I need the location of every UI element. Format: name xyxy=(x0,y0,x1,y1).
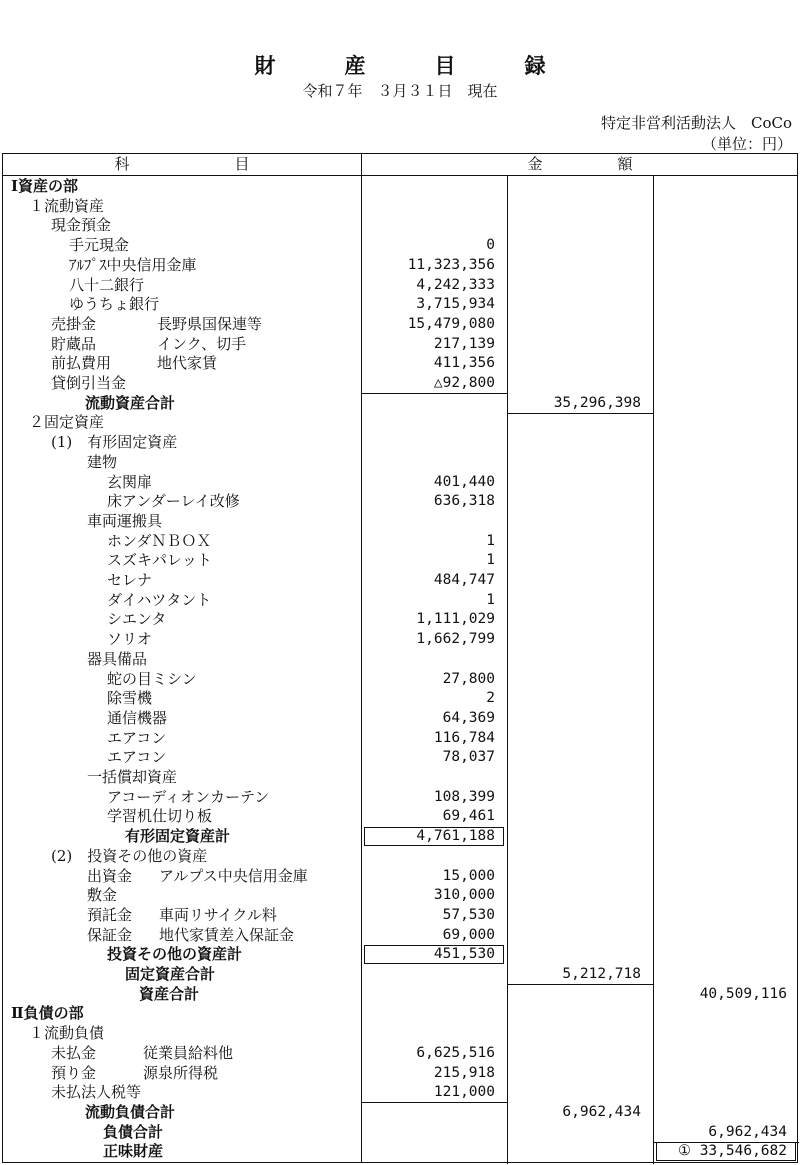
row-detail: インク、切手 xyxy=(157,334,247,353)
table-row xyxy=(3,866,799,886)
row-label: 未払金 xyxy=(51,1043,97,1062)
row-label: 敷金 xyxy=(87,886,118,905)
table-row xyxy=(3,393,799,413)
row-label: 資産合計 xyxy=(139,984,200,1003)
row-label: ゆうちょ銀行 xyxy=(69,295,160,314)
table-row xyxy=(3,669,799,689)
table-row xyxy=(3,728,799,748)
row-label: 保証金 xyxy=(87,925,133,944)
row-label: 未払法人税等 xyxy=(51,1083,142,1102)
row-detail: 地代家賃 xyxy=(157,354,218,373)
table-row xyxy=(3,964,799,984)
row-label: 流動負債合計 xyxy=(85,1102,176,1121)
row-label: (1) 有形固定資産 xyxy=(51,433,178,452)
amount-col1: 0 xyxy=(486,237,495,254)
amount-col3: 40,509,116 xyxy=(699,985,787,1002)
organization-name: 特定非営利活動法人 CoCo xyxy=(600,114,792,132)
row-label: 除雪機 xyxy=(107,689,153,708)
row-label: セレナ xyxy=(107,571,153,589)
table-row xyxy=(3,176,799,196)
amount-col2: 5,212,718 xyxy=(562,966,641,982)
table-row xyxy=(3,196,799,216)
row-label: １流動負債 xyxy=(29,1024,105,1043)
table-row xyxy=(3,1141,799,1161)
table-row xyxy=(3,609,799,629)
amount-col1: 27,800 xyxy=(442,670,495,687)
row-label: 前払費用 xyxy=(51,354,112,373)
table-row xyxy=(3,806,799,826)
row-label: スズキパレット xyxy=(107,551,212,570)
row-label: 現金預金 xyxy=(51,216,112,235)
row-label: (2) 投資その他の資産 xyxy=(51,846,208,865)
amount-col1: 1 xyxy=(486,552,495,569)
amount-col3: ① 33,546,682 xyxy=(677,1143,787,1160)
unit-label: （単位：円） xyxy=(701,135,792,153)
amount-col1: 1 xyxy=(486,532,495,549)
amount-col1: 484,747 xyxy=(433,572,495,588)
amount-col1: 116,784 xyxy=(433,729,495,746)
row-label: 売掛金 xyxy=(51,314,97,333)
table-row xyxy=(3,511,799,531)
as-of-date: 令和７年 ３月３１日 現在 xyxy=(302,82,498,100)
amount-col1: 69,000 xyxy=(442,926,495,943)
row-label: 預り金 xyxy=(51,1063,97,1082)
amount-col2: 35,296,398 xyxy=(553,394,641,411)
table-row xyxy=(3,1122,799,1142)
subject-column-header: 科 目 xyxy=(114,155,250,173)
row-label: 一括償却資産 xyxy=(87,768,178,786)
table-row xyxy=(3,905,799,925)
table-row xyxy=(3,1063,799,1083)
row-detail: 地代家賃差入保証金 xyxy=(159,925,295,944)
amount-column-header: 金 額 xyxy=(527,155,633,173)
table-row xyxy=(3,353,799,373)
table-row xyxy=(3,452,799,472)
amount-col1: 57,530 xyxy=(442,906,495,923)
property-inventory-table xyxy=(2,153,798,1163)
row-detail: アルプス中央信用金庫 xyxy=(159,866,308,885)
amount-col1: △92,800 xyxy=(433,375,495,391)
row-label: 預託金 xyxy=(87,905,133,924)
row-label: 車両運搬具 xyxy=(87,511,163,530)
row-label: ホンダＮＢＯＸ xyxy=(107,531,212,550)
row-label: 玄関扉 xyxy=(107,472,153,491)
row-detail: 源泉所得税 xyxy=(143,1063,219,1082)
amount-col1: 15,479,080 xyxy=(407,315,495,332)
row-label: 正味財産 xyxy=(103,1142,164,1161)
document-title: 財 産 目 録 xyxy=(254,53,570,78)
row-label: 出資金 xyxy=(87,866,133,885)
row-label: 流動資産合計 xyxy=(85,393,176,412)
amount-col1: 3,715,934 xyxy=(416,296,495,313)
row-detail: 長野県国保連等 xyxy=(157,314,263,333)
row-label: エアコン xyxy=(107,748,167,767)
table-row xyxy=(3,708,799,728)
table-row xyxy=(3,412,799,432)
amount-col1: 411,356 xyxy=(433,355,495,372)
amount-col1: 4,761,188 xyxy=(416,828,495,845)
amount-col1: 215,918 xyxy=(433,1064,495,1081)
table-row xyxy=(3,294,799,314)
total-box xyxy=(364,945,504,964)
table-row xyxy=(3,944,799,964)
amount-col1: 1,111,029 xyxy=(416,611,495,628)
table-row xyxy=(3,629,799,649)
table-row xyxy=(3,531,799,551)
row-label: エアコン xyxy=(107,728,167,747)
amount-col1: 108,399 xyxy=(433,788,495,805)
row-label: Ⅱ負債の部 xyxy=(11,1004,84,1023)
row-label: アコーディオンカーテン xyxy=(107,787,270,806)
amount-col1: 310,000 xyxy=(433,887,495,904)
row-label: 手元現金 xyxy=(69,236,130,255)
amount-col1: 1,662,799 xyxy=(416,631,495,648)
amount-col1: 451,530 xyxy=(433,946,495,963)
table-row xyxy=(3,1082,799,1102)
table-row xyxy=(3,688,799,708)
row-label: 貸倒引当金 xyxy=(51,374,127,392)
table-row xyxy=(3,235,799,255)
table-row xyxy=(3,472,799,492)
row-label: 投資その他の資産計 xyxy=(107,945,243,964)
table-row xyxy=(3,747,799,767)
table-row xyxy=(3,432,799,452)
amount-col1: 636,318 xyxy=(433,493,495,510)
amount-col1: 15,000 xyxy=(442,867,495,884)
table-row xyxy=(3,826,799,846)
table-row xyxy=(3,491,799,511)
row-label: ダイハツタント xyxy=(107,590,212,609)
row-label: シエンタ xyxy=(107,610,167,629)
amount-col1: 78,037 xyxy=(442,749,495,766)
row-label: ２固定資産 xyxy=(29,413,105,432)
table-row xyxy=(3,925,799,945)
table-row xyxy=(3,649,799,669)
table-row xyxy=(3,767,799,787)
total-box xyxy=(364,827,504,846)
row-label: ｱﾙﾌﾟｽ中央信用金庫 xyxy=(69,255,197,274)
amount-col1: 217,139 xyxy=(433,335,495,352)
total-box xyxy=(656,1142,796,1161)
table-row xyxy=(3,787,799,807)
table-row xyxy=(3,1023,799,1043)
amount-col3: 6,962,434 xyxy=(708,1123,787,1140)
table-row xyxy=(3,885,799,905)
row-label: 蛇の目ミシン xyxy=(107,669,197,688)
table-row xyxy=(3,1102,799,1122)
table-row xyxy=(3,984,799,1004)
table-row xyxy=(3,846,799,866)
table-row xyxy=(3,275,799,295)
amount-col1: 6,625,516 xyxy=(416,1044,495,1061)
row-label: 通信機器 xyxy=(107,708,168,727)
amount-col1: 121,000 xyxy=(433,1084,495,1101)
row-label: 床アンダーレイ改修 xyxy=(107,492,240,511)
row-label: 固定資産合計 xyxy=(125,965,216,983)
amount-col1: 64,369 xyxy=(442,709,495,726)
row-label: 学習机仕切り板 xyxy=(107,807,213,826)
row-label: 有形固定資産計 xyxy=(125,827,231,846)
row-label: １流動資産 xyxy=(29,196,105,215)
table-row xyxy=(3,1043,799,1063)
row-label: 器具備品 xyxy=(87,649,148,668)
table-row xyxy=(3,590,799,610)
row-label: 負債合計 xyxy=(103,1122,164,1141)
row-label: 建物 xyxy=(87,452,118,471)
table-row xyxy=(3,314,799,334)
table-row xyxy=(3,334,799,354)
row-label: ソリオ xyxy=(107,630,152,649)
row-detail: 車両リサイクル料 xyxy=(159,905,277,924)
table-row xyxy=(3,373,799,393)
row-label: Ⅰ資産の部 xyxy=(11,177,79,195)
table-row xyxy=(3,255,799,275)
table-row xyxy=(3,215,799,235)
amount-col2: 6,962,434 xyxy=(562,1103,641,1120)
table-row xyxy=(3,570,799,590)
row-label: 貯蔵品 xyxy=(51,334,97,353)
amount-col1: 4,242,333 xyxy=(416,276,495,293)
amount-col1: 1 xyxy=(486,591,495,608)
amount-col1: 401,440 xyxy=(433,473,495,490)
table-row xyxy=(3,1003,799,1023)
row-label: 八十二銀行 xyxy=(69,275,145,294)
amount-col1: 2 xyxy=(486,690,495,707)
row-detail: 従業員給料他 xyxy=(143,1043,234,1062)
amount-col1: 69,461 xyxy=(442,808,495,825)
amount-col1: 11,323,356 xyxy=(407,256,495,273)
table-row xyxy=(3,550,799,570)
